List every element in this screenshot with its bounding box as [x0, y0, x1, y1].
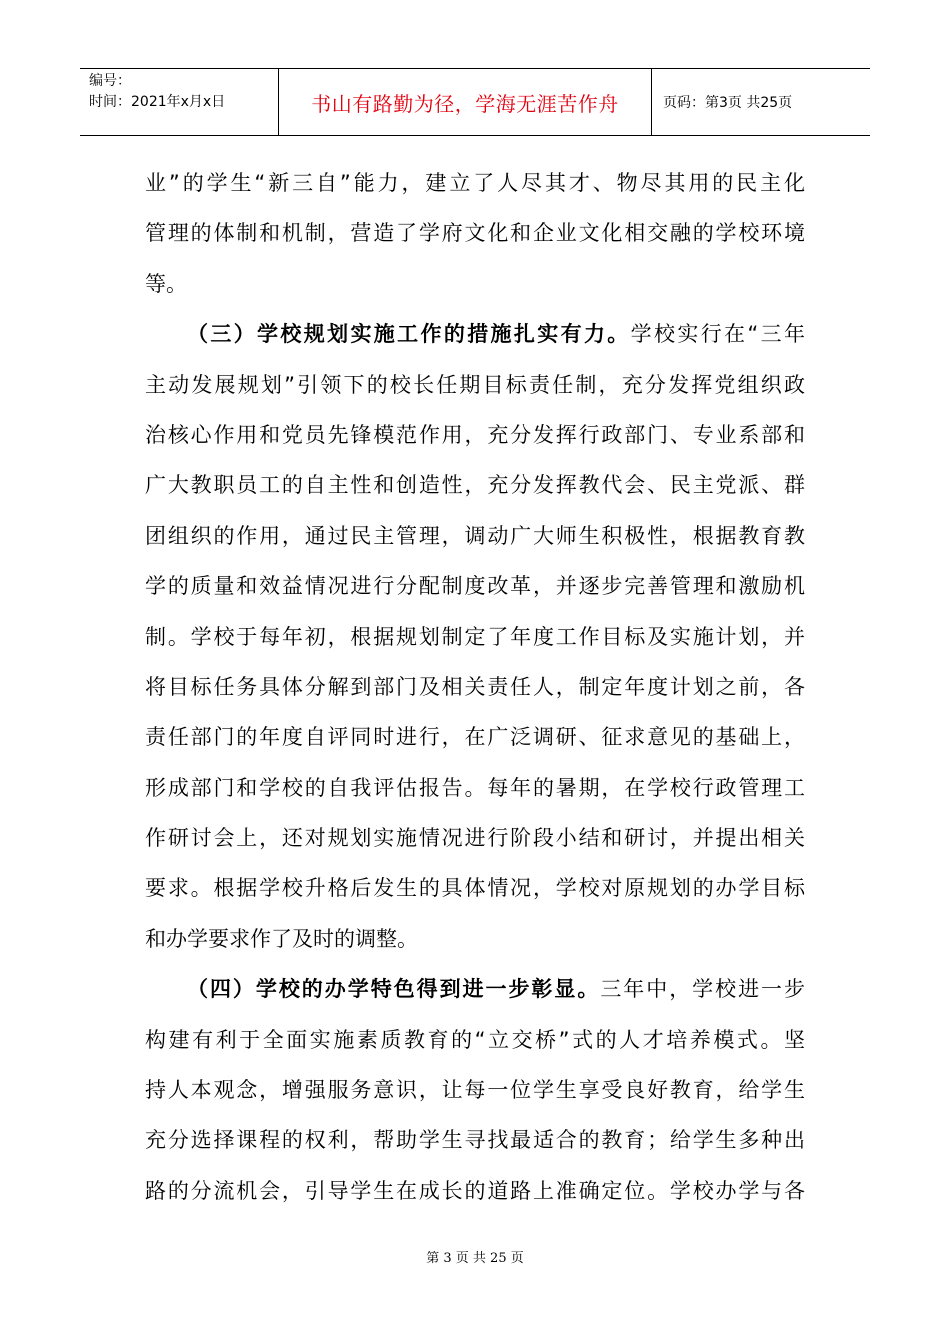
footer-page-number: 第 3 页 共 25 页 — [426, 1251, 524, 1266]
header-motto: 书山有路勤为径，学海无涯苦作舟 — [311, 91, 619, 116]
body-line: 等。 — [145, 271, 187, 296]
body-line: 治核心作用和党员先锋模范作用，充分发挥行政部门、专业系部和 — [145, 422, 805, 447]
body-line: 作研讨会上，还对规划实施情况进行阶段小结和研讨，并提出相关 — [145, 826, 805, 851]
body-line: 构建有利于全面实施素质教育的“立交桥”式的人才培养模式。坚 — [145, 1027, 805, 1052]
section-heading-3: （三）学校规划实施工作的措施扎实有力。 — [187, 322, 631, 347]
header-motto-cell — [279, 69, 652, 135]
body-line: 责任部门的年度自评同时进行，在广泛调研、征求意见的基础上， — [145, 725, 805, 750]
body-line: 将目标任务具体分解到部门及相关责任人，制定年度计划之前，各 — [145, 674, 805, 699]
body-line: 学的质量和效益情况进行分配制度改革，并逐步完善管理和激励机 — [145, 574, 805, 599]
body-line: 主动发展规划”引领下的校长任期目标责任制，充分发挥党组织政 — [145, 372, 805, 397]
body-line: 制。学校于每年初，根据规划制定了年度工作目标及实施计划，并 — [145, 624, 805, 649]
page-footer — [0, 1247, 950, 1266]
document-body — [145, 158, 805, 1216]
body-line: 管理的体制和机制，营造了学府文化和企业文化相交融的学校环境 — [145, 221, 805, 246]
body-line: 持人本观念，增强服务意识，让每一位学生享受良好教育，给学生 — [145, 1078, 805, 1103]
document-number-label: 编号： — [89, 73, 131, 89]
body-line: 团组织的作用，通过民主管理，调动广大师生积极性，根据教育教 — [145, 523, 805, 548]
body-line: 业”的学生“新三自”能力，建立了人尽其才、物尽其用的民主化 — [145, 171, 805, 195]
body-line: 充分选择课程的权利，帮助学生寻找最适合的教育；给学生多种出 — [145, 1128, 805, 1153]
body-line: 和办学要求作了及时的调整。 — [145, 926, 418, 951]
section-heading-line: （三）学校规划实施工作的措施扎实有力。学校实行在“三年 — [187, 322, 805, 347]
page-header — [80, 68, 870, 136]
body-line: 路的分流机会，引导学生在成长的道路上准确定位。学校办学与各 — [145, 1178, 805, 1203]
body-line: 形成部门和学校的自我评估报告。每年的暑期，在学校行政管理工 — [145, 775, 805, 800]
header-meta — [80, 69, 279, 135]
header-page-cell — [652, 69, 870, 135]
document-time-label: 时间：2021年x月x日 — [89, 94, 226, 110]
section-heading-4: （四）学校的办学特色得到进一步彰显。 — [187, 977, 601, 1002]
header-page-info: 页码：第3页 共25页 — [663, 95, 793, 111]
body-line: 要求。根据学校升格后发生的具体情况，学校对原规划的办学目标 — [145, 876, 805, 901]
body-line: 广大教职员工的自主性和创造性，充分发挥教代会、民主党派、群 — [145, 473, 805, 498]
section-heading-line: （四）学校的办学特色得到进一步彰显。三年中，学校进一步 — [187, 977, 806, 1002]
